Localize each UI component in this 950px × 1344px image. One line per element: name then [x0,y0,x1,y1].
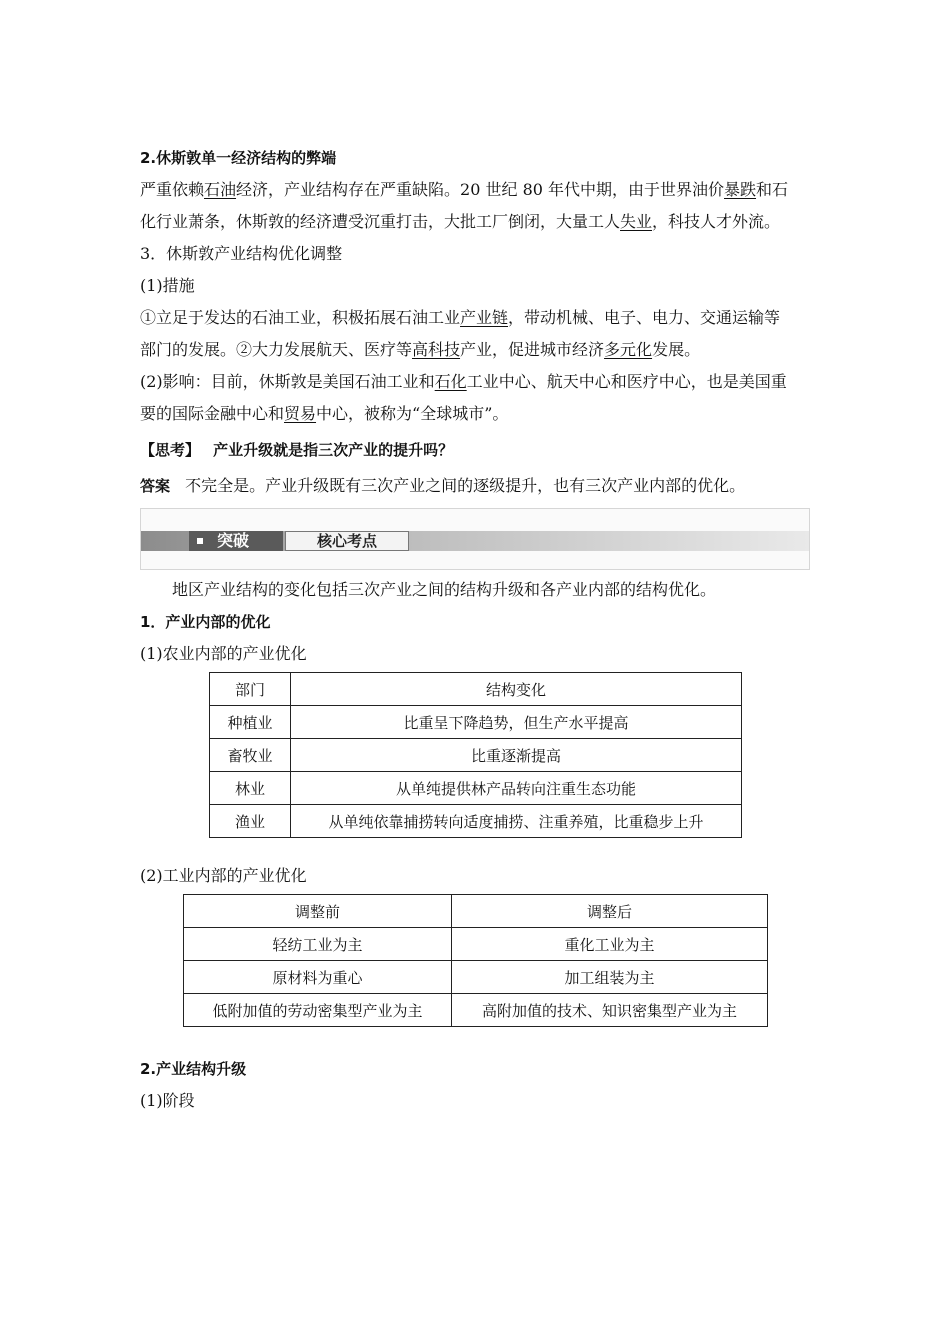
table-cell: 渔业 [210,805,291,838]
underline-high-tech: 高科技 [412,340,461,359]
underline-crash: 暴跌 [724,180,757,199]
agriculture-table [209,672,742,838]
table-row [210,805,742,838]
agri-label: (1)农业内部的产业优化 [140,644,307,663]
answer-text: 不完全是。产业升级既有三次产业之间的逐级提升，也有三次产业内部的优化。 [185,476,746,495]
intro-paragraph: 地区产业结构的变化包括三次产业之间的结构升级和各产业内部的结构优化。 [172,580,717,599]
table-header-row [210,673,742,706]
table-cell: 从单纯依靠捕捞转向适度捕捞、注重养殖，比重稳步上升 [291,805,742,838]
table-header-row [184,895,768,928]
part2-heading: 2.产业结构升级 [140,1060,247,1078]
impact-line1: (2)影响：目前，休斯敦是美国石油工业和石化工业中心、航天中心和医疗中心，也是美国重 [140,372,787,391]
table-cell: 加工组装为主 [452,961,768,994]
table-row [184,994,768,1027]
table-row [210,706,742,739]
measures-label: (1)措施 [140,276,195,295]
underline-trade: 贸易 [284,404,317,423]
industry-table [183,894,768,1027]
table-header-cell: 结构变化 [291,673,742,706]
table-row [184,961,768,994]
measures-line1: ①立足于发达的石油工业，积极拓展石油工业产业链，带动机械、电子、电力、交通运输等 [140,308,781,327]
stage-label: (1)阶段 [140,1091,195,1110]
table-row [210,739,742,772]
table-header-cell: 调整后 [452,895,768,928]
document-page [140,142,810,1117]
paragraph-drawbacks-line2: 化行业萧条，休斯敦的经济遭受沉重打击，大批工厂倒闭，大量工人失业，科技人才外流。 [140,212,781,231]
banner-right-tag: 核心考点 [285,531,409,551]
table-header-cell: 调整前 [184,895,452,928]
underline-oil: 石油 [204,180,237,199]
measures-line2: 部门的发展。②大力发展航天、医疗等高科技产业，促进城市经济多元化发展。 [140,340,701,359]
underline-industry-chain: 产业链 [460,308,509,327]
square-bullet-icon [197,538,203,544]
think-question [140,434,810,466]
table-row [210,772,742,805]
table-cell: 低附加值的劳动密集型产业为主 [184,994,452,1027]
table-cell: 轻纺工业为主 [184,928,452,961]
table-cell: 种植业 [210,706,291,739]
underline-unemployment: 失业 [620,212,653,231]
underline-diversification: 多元化 [604,340,653,359]
think-question-text: 产业升级就是指三次产业的提升吗？ [213,441,454,459]
table-cell: 比重呈下降趋势，但生产水平提高 [291,706,742,739]
part1-heading: 1．产业内部的优化 [140,613,271,631]
table-cell: 畜牧业 [210,739,291,772]
table-cell: 比重逐渐提高 [291,739,742,772]
banner-left-tag: 突破 [189,531,283,551]
section-banner [140,508,810,570]
table-cell: 高附加值的技术、知识密集型产业为主 [452,994,768,1027]
table-cell: 林业 [210,772,291,805]
underline-petrochemical: 石化 [434,372,467,391]
table-cell: 原材料为重心 [184,961,452,994]
table-cell: 重化工业为主 [452,928,768,961]
think-tag: 【思考】 [140,441,201,459]
think-answer [140,470,810,502]
table-cell: 从单纯提供林产品转向注重生态功能 [291,772,742,805]
section-heading-adjustment: 3．休斯敦产业结构优化调整 [140,244,343,263]
impact-line2: 要的国际金融中心和贸易中心，被称为“全球城市”。 [140,404,509,423]
paragraph-drawbacks-line1: 严重依赖石油经济，产业结构存在严重缺陷。20 世纪 80 年代中期，由于世界油价暴跌和石 [140,180,789,199]
table-row [184,928,768,961]
answer-label: 答案 [140,477,171,495]
table-header-cell: 部门 [210,673,291,706]
industry-label: (2)工业内部的产业优化 [140,866,307,885]
section-heading-drawbacks: 2.休斯敦单一经济结构的弊端 [140,149,337,167]
